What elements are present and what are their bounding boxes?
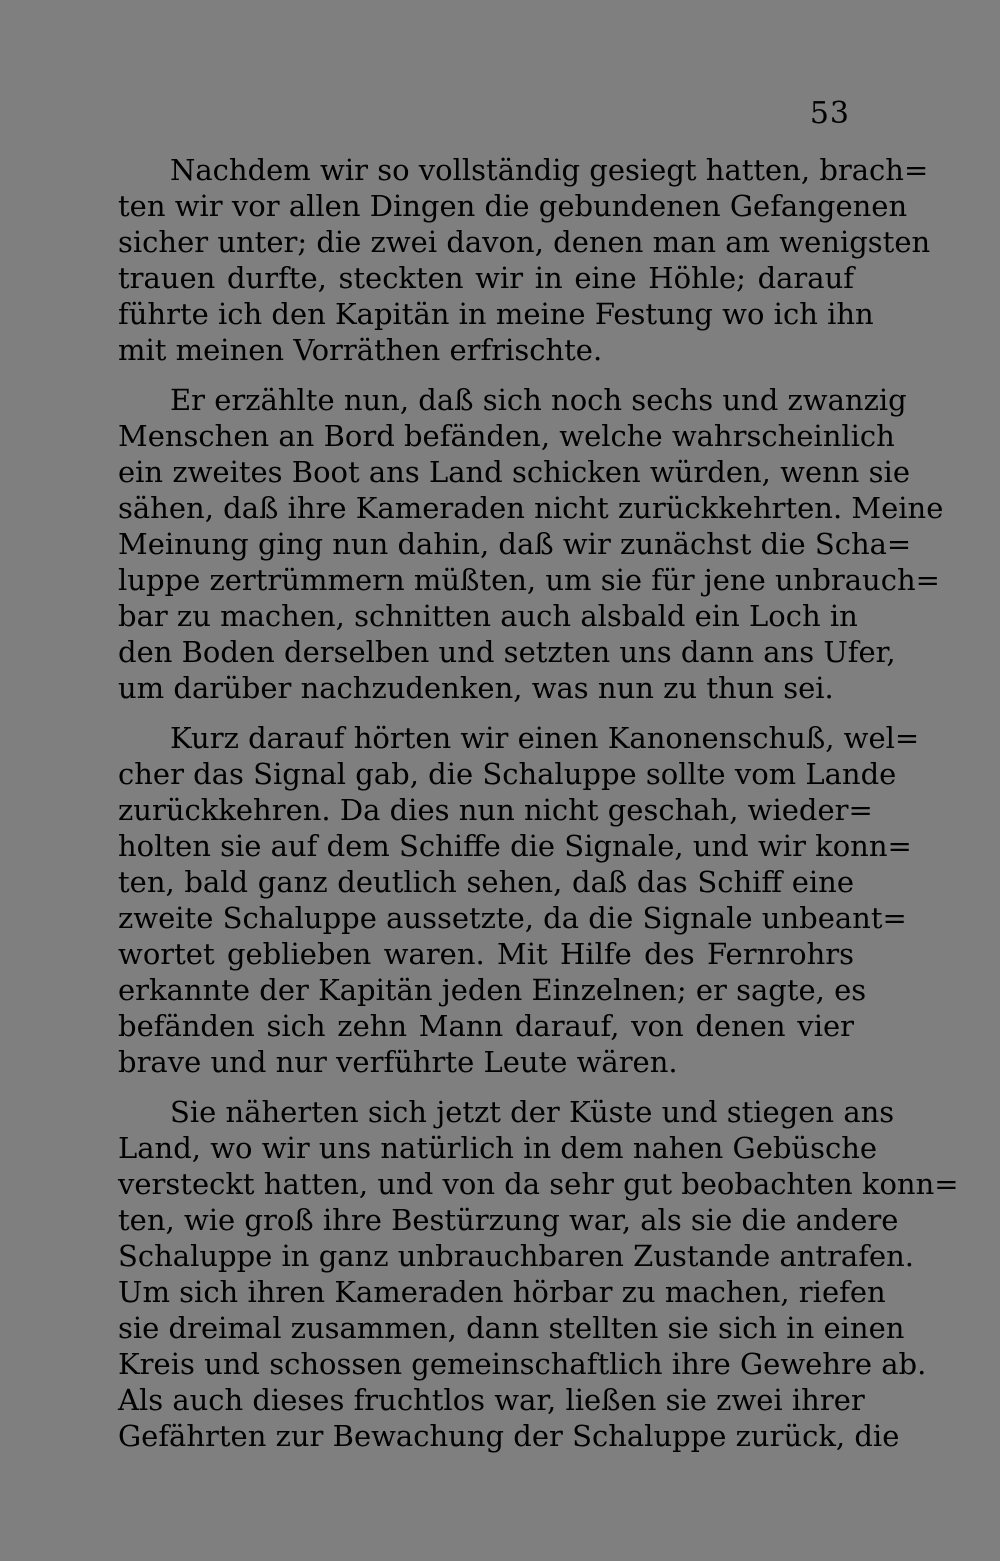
text-line: Gefährten zur Bewachung der Schaluppe zurück, die [118,1419,900,1453]
text-line: ten wir vor allen Dingen die gebundenen Gefangenen [118,189,908,223]
text-line: ein zweites Boot ans Land schicken würden, wenn sie [118,455,910,489]
text-line: Schaluppe in ganz unbrauchbaren Zustande antrafen. [118,1239,915,1273]
paragraph-4 [118,1094,959,1454]
body-text [118,152,959,1468]
text-line: wortet geblieben waren. Mit Hilfe des Fernrohrs [118,937,854,971]
text-line: erkannte der Kapitän jeden Einzelnen; er sagte, es [118,973,867,1007]
text-line: Sie näherten sich jetzt der Küste und stiegen ans [170,1095,895,1129]
text-line: Kreis und schossen gemeinschaftlich ihre Gewehre ab. [118,1347,927,1381]
text-line: Als auch dieses fruchtlos war, ließen sie zwei ihrer [118,1383,865,1417]
text-line: sie dreimal zusammen, dann stellten sie sich in einen [118,1311,905,1345]
text-line: sähen, daß ihre Kameraden nicht zurückkehrten. Meine [118,491,944,525]
text-line: Kurz darauf hörten wir einen Kanonenschuß, wel= [170,721,920,755]
text-line: Er erzählte nun, daß sich noch sechs und zwanzig [170,383,907,417]
text-line: cher das Signal gab, die Schaluppe sollte vom Lande [118,757,897,791]
text-line: Um sich ihren Kameraden hörbar zu machen, riefen [118,1275,886,1309]
text-line: holten sie auf dem Schiffe die Signale, und wir konn= [118,829,912,863]
text-line: Meinung ging nun dahin, daß wir zunächst die Scha= [118,527,912,561]
text-line: zweite Schaluppe aussetzte, da die Signale unbeant= [118,901,907,935]
text-line: zurückkehren. Da dies nun nicht geschah, wieder= [118,793,873,827]
text-line: befänden sich zehn Mann darauf, von denen vier [118,1009,854,1043]
text-line: Nachdem wir so vollständig gesiegt hatten, brach= [170,153,929,187]
text-line: luppe zertrümmern müßten, um sie für jene unbrauch= [118,563,940,597]
text-line: brave und nur verführte Leute wären. [118,1045,678,1079]
text-line: ten, bald ganz deutlich sehen, daß das Schiff eine [118,865,854,899]
page-number: 53 [809,96,850,131]
text-line: sicher unter; die zwei davon, denen man am wenigsten [118,225,931,259]
text-line: trauen durfte, steckten wir in eine Höhle; darauf [118,261,854,295]
text-line: ten, wie groß ihre Bestürzung war, als sie die andere [118,1203,899,1237]
paragraph-2 [118,382,944,706]
text-line: führte ich den Kapitän in meine Festung wo ich ihn [118,297,874,331]
text-line: Land, wo wir uns natürlich in dem nahen Gebüsche [118,1131,878,1165]
text-line: Menschen an Bord befänden, welche wahrscheinlich [118,419,895,453]
text-line: mit meinen Vorräthen erfrischte. [118,333,603,367]
text-line: versteckt hatten, und von da sehr gut beobachten konn= [118,1167,959,1201]
text-line: um darüber nachzudenken, was nun zu thun sei. [118,671,834,705]
text-line: bar zu machen, schnitten auch alsbald ein Loch in [118,599,858,633]
paragraph-1 [118,152,931,368]
text-line: den Boden derselben und setzten uns dann ans Ufer, [118,635,896,669]
paragraph-3 [118,720,920,1080]
